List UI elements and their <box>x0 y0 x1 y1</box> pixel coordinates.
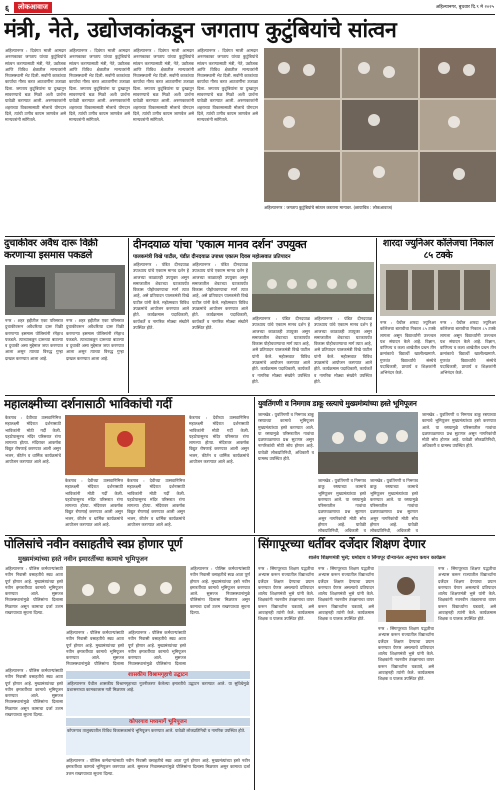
story7-box1-text: अहिल्यानगर येथील शासकीय विश्रामगृहाच्या नूतनीकरण केलेल्या इमारतीचे उद्घाटन करण्यात आले. या सुविधेमुळे प्रशासनाच्या कामकाजास गती मिळणार आहे. <box>66 680 250 716</box>
story5-body-col3: केडगाव : देवीच्या उत्सवानिमित्त महालक्ष्मी मंदिरात दर्शनासाठी भाविकांनी मोठी गर्दी केली. पहाटेपासूनच मंदिर परिसरात रांगा लागल्या होत्या. मंदिरावर आकर्षक विद्युत रोषणाई करण्यात आली असून भजन, कीर्तन व धार्मिक कार्यक्रमांचे आयोजन करण्यात आले आहे. <box>127 478 185 528</box>
story2-headline: दुचाकीवर अवैध दारू विक्री करणाऱ्या इसमास पकडले <box>4 238 98 261</box>
story3-body-col1: अहिल्यानगर : पंडित दीनदयाळ उपाध्याय यांचे एकात्म मानव दर्शन हे आजच्या काळातही उपयुक्त असून समाजातील शेवटच्या घटकापर्यंत विकास पोहोचवण्याचा मार्ग त्यात आहे, असे प्रतिपादन पालकमंत्री विखे पाटील यांनी केले. महोत्सवात विविध उपक्रमांचे आयोजन करण्यात आले होते. कार्यक्रमास पदाधिकारी, कार्यकर्ते व नागरिक मोठ्या संख्येने उपस्थित होते. <box>133 262 189 330</box>
story7-box1-title: शासकीय विश्रामगृहाचे उद्घाटन <box>66 671 250 679</box>
story3-body-col2: अहिल्यानगर : पंडित दीनदयाळ उपाध्याय यांचे एकात्म मानव दर्शन हे आजच्या काळातही उपयुक्त असून समाजातील शेवटच्या घटकापर्यंत विकास पोहोचवण्याचा मार्ग त्यात आहे, असे प्रतिपादन पालकमंत्री विखे पाटील यांनी केले. महोत्सवात विविध उपक्रमांचे आयोजन करण्यात आले होते. कार्यक्रमास पदाधिकारी, कार्यकर्ते व नागरिक मोठ्या संख्येने उपस्थित होते. <box>192 262 248 330</box>
story1-body-col1: अहिल्यानगर : दिवंगत माजी आमदार अरुणकाका जगताप यांच्या कुटुंबियांचे सांत्वन करण्यासाठी मंत्री, नेते, उद्योजक आणि विविध क्षेत्रातील मान्यवरांनी निवासस्थानी भेट दिली. सर्वांनी काकांच्या कार्याचा गौरव करत आठवणींना उजाळा दिला. जगताप कुटुंबियांना या दुःखातून सावरण्याचे बळ मिळो अशी प्रार्थना यावेळी करण्यात आली. अरुणकाकांनी शहराच्या विकासासाठी मोलाचे योगदान दिले, त्यांची उणीव कायम जाणवेल असे मान्यवरांनी सांगितले. <box>5 48 66 123</box>
story2-photo <box>5 265 125 315</box>
story1-body-col3: अहिल्यानगर : दिवंगत माजी आमदार अरुणकाका जगताप यांच्या कुटुंबियांचे सांत्वन करण्यासाठी मंत्री, नेते, उद्योजक आणि विविध क्षेत्रातील मान्यवरांनी निवासस्थानी भेट दिली. सर्वांनी काकांच्या कार्याचा गौरव करत आठवणींना उजाळा दिला. जगताप कुटुंबियांना या दुःखातून सावरण्याचे बळ मिळो अशी प्रार्थना यावेळी करण्यात आली. अरुणकाकांनी शहराच्या विकासासाठी मोलाचे योगदान दिले, त्यांची उणीव कायम जाणवेल असे मान्यवरांनी सांगितले. <box>133 48 194 123</box>
story6-body-col2: जामखेड : युवतिंगणी व निमगाव डाकू रस्त्याच्या कामाचे भूमिपूजन मुख्यमंत्र्यांच्या हस्ते करण्यात आले. या रस्त्यामुळे परिसरातील गावांचा दळणवळणाचा प्रश्न सुटणार असून नागरिकांची मोठी सोय होणार आहे. यावेळी लोकप्रतिनिधी, अधिकारी व <box>318 478 366 533</box>
story8-body-col2: नगर : सिंगापूरच्या शिक्षण पद्धतीचा अभ्यास करून राज्यातील विद्यार्थ्यांना दर्जेदार शिक्षण देण्याचा प्रयत्न करण्यात येणार असल्याचे प्रतिपादन शालेय शिक्षणमंत्री भुसे यांनी केले. शिक्षकांनी नवनवीन तंत्रज्ञानाचा वापर करून विद्यार्थ्यांना घडवावे, असे आवाहनही त्यांनी केले. कार्यक्रमास शिक्षक व पालक उपस्थित होते. <box>318 566 374 622</box>
story7-body-col3: अहिल्यानगर : पोलिस कर्मचाऱ्यांसाठी नवीन निवासी वसाहतीचे स्वप्न आता पूर्ण होणार आहे. मुख्यमंत्र्यांच्या हस्ते नवीन इमारतींच्या कामाचे भूमिपूजन करण्यात आले. सुसज्ज निवासस्थानांमुळे पोलिसांना दिलासा <box>128 630 186 666</box>
story3-photo <box>252 262 374 312</box>
story4-headline: शारदा ज्युनिअर कॉलेजचा निकाल ८५ टक्के <box>382 238 494 261</box>
page-number: ६ <box>5 4 10 13</box>
story6-body-col1: जामखेड : युवतिंगणी व निमगाव डाकू रस्त्याच्या कामाचे भूमिपूजन मुख्यमंत्र्यांच्या हस्ते करण्यात आले. या रस्त्यामुळे परिसरातील गावांचा दळणवळणाचा प्रश्न सुटणार असून नागरिकांची मोठी सोय होणार आहे. यावेळी लोकप्रतिनिधी, अधिकारी व ग्रामस्थ उपस्थित होते. <box>258 412 314 462</box>
story7-box2-text: कोपरगाव तालुक्यातील विविध विकासकामांचे भूमिपूजन करण्यात आले. यावेळी लोकप्रतिनिधी व नागरिक उपस्थित होते. <box>66 727 250 755</box>
story7-body-col6: अहिल्यानगर : पोलिस कर्मचाऱ्यांसाठी नवीन निवासी वसाहतीचे स्वप्न आता पूर्ण होणार आहे. मुख्यमंत्र्यांच्या हस्ते नवीन इमारतींच्या कामाचे भूमिपूजन करण्यात आले. सुसज्ज निवासस्थानांमुळे पोलिसांना दिलासा मिळणार असून कामाचा दर्जा उत्तम राखण्याच्या सूचना दिल्या. <box>66 758 250 776</box>
story8-body-col3: नगर : सिंगापूरच्या शिक्षण पद्धतीचा अभ्यास करून राज्यातील विद्यार्थ्यांना दर्जेदार शिक्षण देण्याचा प्रयत्न करण्यात येणार असल्याचे प्रतिपादन शालेय शिक्षणमंत्री भुसे यांनी केले. शिक्षकांनी नवनवीन तंत्रज्ञानाचा वापर करून विद्यार्थ्यांना घडवावे, असे आवाहनही त्यांनी केले. कार्यक्रमास शिक्षक व पालक उपस्थित होते. <box>378 626 434 682</box>
masthead-logo: लोकआवाज <box>14 2 52 13</box>
story3-body-col3: अहिल्यानगर : पंडित दीनदयाळ उपाध्याय यांचे एकात्म मानव दर्शन हे आजच्या काळातही उपयुक्त असून समाजातील शेवटच्या घटकापर्यंत विकास पोहोचवण्याचा मार्ग त्यात आहे, असे प्रतिपादन पालकमंत्री विखे पाटील यांनी केले. महोत्सवात विविध उपक्रमांचे आयोजन करण्यात आले होते. कार्यक्रमास पदाधिकारी, कार्यकर्ते व नागरिक मोठ्या संख्येने उपस्थित होते. <box>252 316 310 384</box>
story6-body-col3: जामखेड : युवतिंगणी व निमगाव डाकू रस्त्याच्या कामाचे भूमिपूजन मुख्यमंत्र्यांच्या हस्ते करण्यात आले. या रस्त्यामुळे परिसरातील गावांचा दळणवळणाचा प्रश्न सुटणार असून नागरिकांची मोठी सोय होणार आहे. यावेळी लोकप्रतिनिधी, अधिकारी व <box>370 478 418 533</box>
story1-body-col2: अहिल्यानगर : दिवंगत माजी आमदार अरुणकाका जगताप यांच्या कुटुंबियांचे सांत्वन करण्यासाठी मंत्री, नेते, उद्योजक आणि विविध क्षेत्रातील मान्यवरांनी निवासस्थानी भेट दिली. सर्वांनी काकांच्या कार्याचा गौरव करत आठवणींना उजाळा दिला. जगताप कुटुंबियांना या दुःखातून सावरण्याचे बळ मिळो अशी प्रार्थना यावेळी करण्यात आली. अरुणकाकांनी शहराच्या विकासासाठी मोलाचे योगदान दिले, त्यांची उणीव कायम जाणवेल असे मान्यवरांनी सांगितले. <box>69 48 130 123</box>
story7-body-col2: अहिल्यानगर : पोलिस कर्मचाऱ्यांसाठी नवीन निवासी वसाहतीचे स्वप्न आता पूर्ण होणार आहे. मुख्यमंत्र्यांच्या हस्ते नवीन इमारतींच्या कामाचे भूमिपूजन करण्यात आले. सुसज्ज निवासस्थानांमुळे पोलिसांना दिलासा <box>66 630 124 666</box>
story5-headline: महालक्ष्मीच्या दर्शनासाठी भाविकांची गर्दी <box>4 397 172 411</box>
story7-photo <box>66 566 186 626</box>
story4-body-col2: नगर : येथील शारदा ज्युनिअर कॉलेजचा बारावीचा निकाल ८५ टक्के लागला असून विद्यार्थ्यांनी उज्ज्वल यश संपादन केले आहे. विज्ञान, वाणिज्य व कला शाखेतील प्रथम तीन क्रमांकाचे विद्यार्थी खालीलप्रमाणे. गुणवंत विद्यार्थ्यांचे संस्थेचे पदाधिकारी, प्राचार्य व शिक्षकांनी अभिनंदन केले. <box>440 320 496 376</box>
story3-subhead: पालकमंत्री विखे पाटील, पंडीत दीनदयाळ उपाध्य एकात्म दिवस महोत्सवात प्रतिपादन <box>133 254 291 260</box>
story7-body-col1: अहिल्यानगर : पोलिस कर्मचाऱ्यांसाठी नवीन निवासी वसाहतीचे स्वप्न आता पूर्ण होणार आहे. मुख्यमंत्र्यांच्या हस्ते नवीन इमारतींच्या कामाचे भूमिपूजन करण्यात आले. सुसज्ज निवासस्थानांमुळे पोलिसांना दिलासा मिळणार असून कामाचा दर्जा उत्तम राखण्याच्या सूचना दिल्या. <box>5 566 63 616</box>
story8-headline: सिंगापूरच्या धर्तीवर दर्जेदार शिक्षण देणार <box>258 537 426 551</box>
story5-photo <box>65 415 185 475</box>
story1-body-col4: अहिल्यानगर : दिवंगत माजी आमदार अरुणकाका जगताप यांच्या कुटुंबियांचे सांत्वन करण्यासाठी मंत्री, नेते, उद्योजक आणि विविध क्षेत्रातील मान्यवरांनी निवासस्थानी भेट दिली. सर्वांनी काकांच्या कार्याचा गौरव करत आठवणींना उजाळा दिला. जगताप कुटुंबियांना या दुःखातून सावरण्याचे बळ मिळो अशी प्रार्थना यावेळी करण्यात आली. अरुणकाकांनी शहराच्या विकासासाठी मोलाचे योगदान दिले, त्यांची उणीव कायम जाणवेल असे मान्यवरांनी सांगितले. <box>197 48 258 123</box>
story7-subhead: मुख्यमंत्र्यांच्या हस्ते नवीन इमारतींच्या कामाचे भूमिपूजन <box>18 555 148 563</box>
story6-body-col4: जामखेड : युवतिंगणी व निमगाव डाकू रस्त्याच्या कामाचे भूमिपूजन मुख्यमंत्र्यांच्या हस्ते करण्यात आले. या रस्त्यामुळे परिसरातील गावांचा दळणवळणाचा प्रश्न सुटणार असून नागरिकांची मोठी सोय होणार आहे. यावेळी लोकप्रतिनिधी, अधिकारी व ग्रामस्थ उपस्थित होते. <box>422 412 496 449</box>
story1-headline: मंत्री, नेते, उद्योजकांकडून जगताप कुटुंबियांचे सांत्वन <box>4 18 397 43</box>
story3-headline: दीनदयाळ यांचा 'एकात्म मानव दर्शन' उपयुक्त <box>133 238 307 251</box>
story7-box2-title: कोपरगाव मध्यमार्गे भूमिपूजन <box>66 718 250 726</box>
story2-body-col1: नगर : शहर हद्दीतील एका परिसरात दुचाकीवरून अवैधरित्या दारू विक्री करणाऱ्या इसमास पोलिसांनी रंगेहाथ पकडले. त्याच्याकडून दारूच्या बाटल्या व दुचाकी असा मुद्देमाल जप्त करण्यात आला असून त्याच्या विरुद्ध गुन्हा दाखल करण्यात आला आहे. <box>5 318 63 361</box>
story3-body-col4: अहिल्यानगर : पंडित दीनदयाळ उपाध्याय यांचे एकात्म मानव दर्शन हे आजच्या काळातही उपयुक्त असून समाजातील शेवटच्या घटकापर्यंत विकास पोहोचवण्याचा मार्ग त्यात आहे, असे प्रतिपादन पालकमंत्री विखे पाटील यांनी केले. महोत्सवात विविध उपक्रमांचे आयोजन करण्यात आले होते. कार्यक्रमास पदाधिकारी, कार्यकर्ते व नागरिक मोठ्या संख्येने उपस्थित होते. <box>314 316 372 384</box>
story1-photo-grid <box>264 48 496 202</box>
story7-headline: पोलिसांचे नवीन वसाहतीचे स्वप्न होणार पूर्ण <box>4 537 183 551</box>
story6-headline: युवतिंगणी व निमगाव डाकू रस्त्याचे मुख्यमंत्र्यांच्या हस्ते भूमिपूजन <box>258 399 417 408</box>
story2-body-col2: नगर : शहर हद्दीतील एका परिसरात दुचाकीवरून अवैधरित्या दारू विक्री करणाऱ्या इसमास पोलिसांनी रंगेहाथ पकडले. त्याच्याकडून दारूच्या बाटल्या व दुचाकी असा मुद्देमाल जप्त करण्यात आला असून त्याच्या विरुद्ध गुन्हा दाखल करण्यात आला आहे. <box>66 318 124 361</box>
story1-caption: अहिल्यानगर : जगताप कुटुंबियांचे सांत्वन करताना मान्यवर. (छायाचित्र : लोकआवाज) <box>264 205 393 210</box>
story8-subhead: शालेय शिक्षणमंत्री भुसे; धर्मादाय व सिंगापूर दौऱ्यानंतर अनुभव कथन कार्यक्रम <box>308 555 446 561</box>
story8-body-col1: नगर : सिंगापूरच्या शिक्षण पद्धतीचा अभ्यास करून राज्यातील विद्यार्थ्यांना दर्जेदार शिक्षण देण्याचा प्रयत्न करण्यात येणार असल्याचे प्रतिपादन शालेय शिक्षणमंत्री भुसे यांनी केले. शिक्षकांनी नवनवीन तंत्रज्ञानाचा वापर करून विद्यार्थ्यांना घडवावे, असे आवाहनही त्यांनी केले. कार्यक्रमास शिक्षक व पालक उपस्थित होते. <box>258 566 314 622</box>
story8-photo <box>378 566 434 622</box>
story4-photo <box>380 264 496 316</box>
story4-body-col1: नगर : येथील शारदा ज्युनिअर कॉलेजचा बारावीचा निकाल ८५ टक्के लागला असून विद्यार्थ्यांनी उज्ज्वल यश संपादन केले आहे. विज्ञान, वाणिज्य व कला शाखेतील प्रथम तीन क्रमांकाचे विद्यार्थी खालीलप्रमाणे. गुणवंत विद्यार्थ्यांचे संस्थेचे पदाधिकारी, प्राचार्य व शिक्षकांनी अभिनंदन केले. <box>380 320 436 376</box>
story7-body-col4: अहिल्यानगर : पोलिस कर्मचाऱ्यांसाठी नवीन निवासी वसाहतीचे स्वप्न आता पूर्ण होणार आहे. मुख्यमंत्र्यांच्या हस्ते नवीन इमारतींच्या कामाचे भूमिपूजन करण्यात आले. सुसज्ज निवासस्थानांमुळे पोलिसांना दिलासा मिळणार असून कामाचा दर्जा उत्तम राखण्याच्या सूचना दिल्या. <box>190 566 250 616</box>
dateline: अहिल्यानगर, बुधवार दि.९ मे २०२५ <box>435 5 494 10</box>
story5-body-col1: केडगाव : देवीच्या उत्सवानिमित्त महालक्ष्मी मंदिरात दर्शनासाठी भाविकांनी मोठी गर्दी केली. पहाटेपासूनच मंदिर परिसरात रांगा लागल्या होत्या. मंदिरावर आकर्षक विद्युत रोषणाई करण्यात आली असून भजन, कीर्तन व धार्मिक कार्यक्रमांचे आयोजन करण्यात आले आहे. <box>5 415 61 465</box>
story6-photo <box>318 412 418 474</box>
story5-body-col2: केडगाव : देवीच्या उत्सवानिमित्त महालक्ष्मी मंदिरात दर्शनासाठी भाविकांनी मोठी गर्दी केली. पहाटेपासूनच मंदिर परिसरात रांगा लागल्या होत्या. मंदिरावर आकर्षक विद्युत रोषणाई करण्यात आली असून भजन, कीर्तन व धार्मिक कार्यक्रमांचे आयोजन करण्यात आले आहे. <box>65 478 123 528</box>
story7-body-col5: अहिल्यानगर : पोलिस कर्मचाऱ्यांसाठी नवीन निवासी वसाहतीचे स्वप्न आता पूर्ण होणार आहे. मुख्यमंत्र्यांच्या हस्ते नवीन इमारतींच्या कामाचे भूमिपूजन करण्यात आले. सुसज्ज निवासस्थानांमुळे पोलिसांना दिलासा मिळणार असून कामाचा दर्जा उत्तम राखण्याच्या सूचना दिल्या. <box>5 668 63 718</box>
story8-body-col4: नगर : सिंगापूरच्या शिक्षण पद्धतीचा अभ्यास करून राज्यातील विद्यार्थ्यांना दर्जेदार शिक्षण देण्याचा प्रयत्न करण्यात येणार असल्याचे प्रतिपादन शालेय शिक्षणमंत्री भुसे यांनी केले. शिक्षकांनी नवनवीन तंत्रज्ञानाचा वापर करून विद्यार्थ्यांना घडवावे, असे आवाहनही त्यांनी केले. कार्यक्रमास शिक्षक व पालक उपस्थित होते. <box>438 566 496 622</box>
story5-body-col4: केडगाव : देवीच्या उत्सवानिमित्त महालक्ष्मी मंदिरात दर्शनासाठी भाविकांनी मोठी गर्दी केली. पहाटेपासूनच मंदिर परिसरात रांगा लागल्या होत्या. मंदिरावर आकर्षक विद्युत रोषणाई करण्यात आली असून भजन, कीर्तन व धार्मिक कार्यक्रमांचे आयोजन करण्यात आले आहे. <box>189 415 249 465</box>
